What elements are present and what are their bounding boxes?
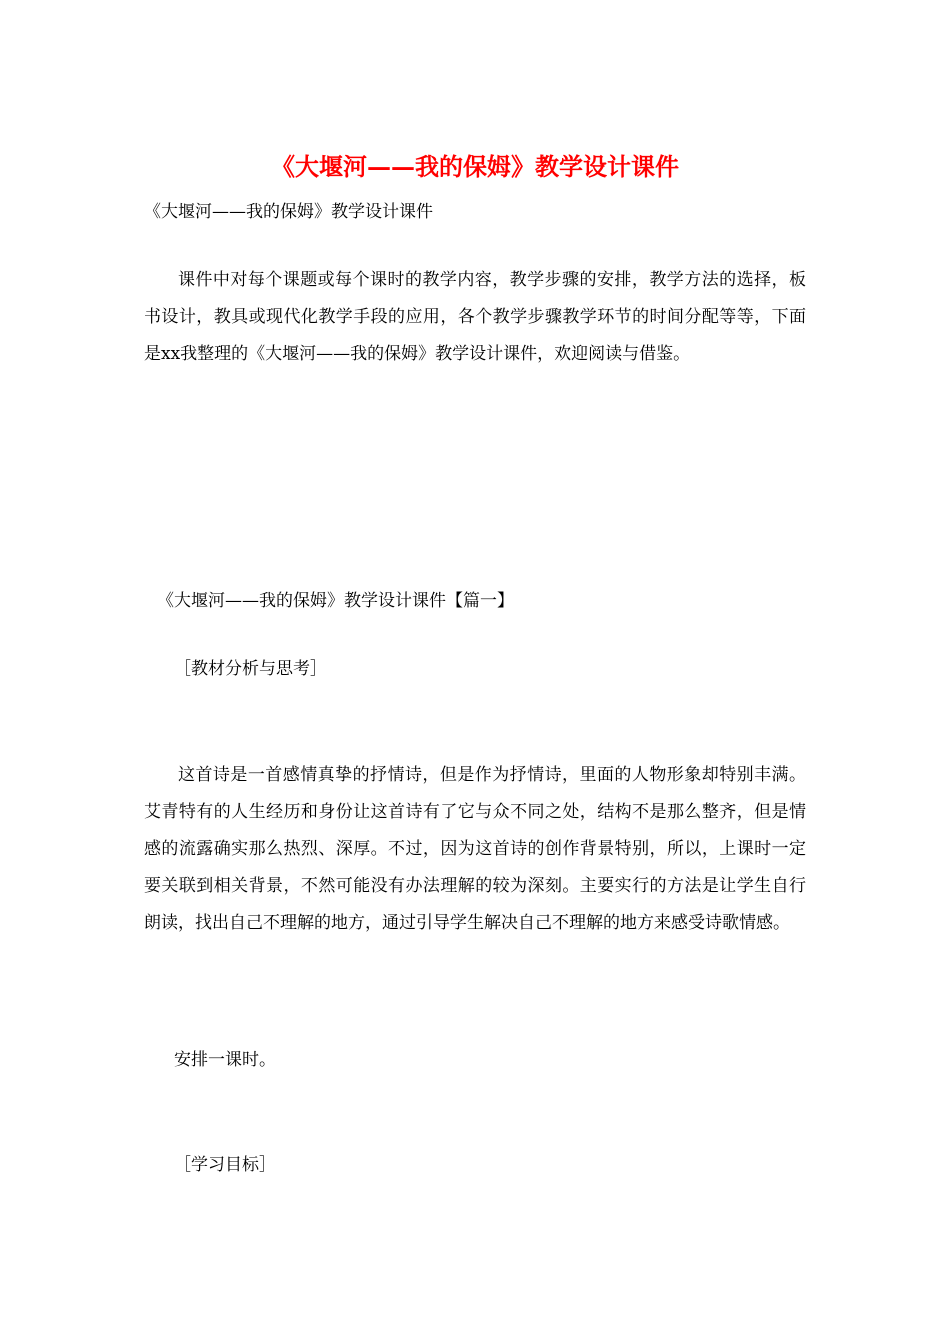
schedule-paragraph: 安排一课时。 bbox=[174, 1050, 276, 1070]
document-title: 《大堰河——我的保姆》教学设计课件 bbox=[271, 152, 679, 181]
section-heading: 《大堰河——我的保姆》教学设计课件【篇一】 bbox=[157, 591, 514, 611]
document-subtitle: 《大堰河——我的保姆》教学设计课件 bbox=[144, 202, 433, 222]
analysis-heading: ［教材分析与思考］ bbox=[174, 659, 327, 679]
goals-heading: ［学习目标］ bbox=[174, 1155, 276, 1175]
analysis-paragraph: 这首诗是一首感情真挚的抒情诗，但是作为抒情诗，里面的人物形象却特别丰满。艾青特有的人生经历和身份让这首诗有了它与众不同之处，结构不是那么整齐，但是情感的流露确实那么热烈、深厚。不过，因为这首诗的创作背景特别，所以，上课时一定要关联到相关背景，不然可能没有办法理解的较为深刻。主要实行的方法是让学生自行朗读，找出自己不理解的地方，通过引导学生解决自己不理解的地方来感受诗歌情感。 bbox=[144, 765, 806, 933]
intro-paragraph: 课件中对每个课题或每个课时的教学内容，教学步骤的安排，教学方法的选择，板书设计，教具或现代化教学手段的应用，各个教学步骤教学环节的时间分配等等，下面是xx我整理的《大堰河——我的保姆》教学设计课件，欢迎阅读与借鉴。 bbox=[144, 270, 806, 364]
